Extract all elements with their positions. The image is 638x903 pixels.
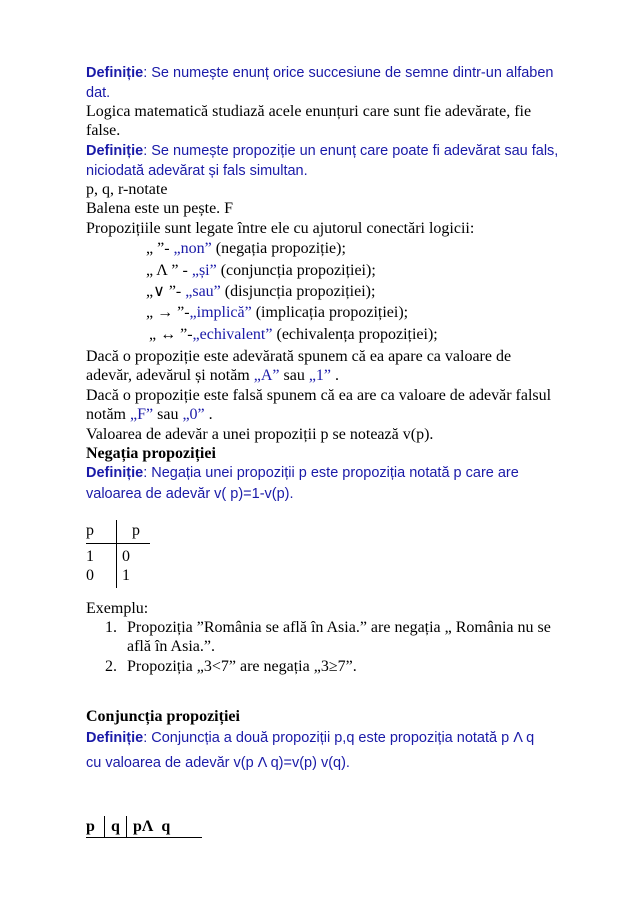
negation-heading: Negația propoziției [86, 445, 216, 462]
neg-table-rule [86, 543, 150, 544]
definition-2-line-2: niciodată adevărat și fals simultan. [86, 163, 308, 179]
neg-table-cell: 0 [86, 567, 94, 584]
conj-table-divider [126, 816, 127, 838]
false-line-1: Dacă o propoziție este falsă spunem că ea are ca valoare de adevăr falsul [86, 387, 552, 404]
definition-label: Definiție [86, 730, 144, 746]
true-line-2: adevăr, adevărul și notăm „A” sau „1” . [86, 367, 340, 384]
connector-si: „ Λ ” - „și” (conjuncția propoziției); [146, 262, 376, 279]
conj-table-header-p-and-q: pΛ q [133, 818, 171, 835]
definition-text: : Conjuncția a două propoziții p,q este propoziția notată p Λ q [143, 730, 535, 746]
example-2-number: 2. [105, 658, 117, 675]
neg-table-cell: 1 [122, 567, 130, 584]
neg-table-header-p: p [86, 522, 94, 539]
conj-table-rule [86, 837, 202, 838]
whale-example: Balena este un pește. F [86, 200, 234, 217]
logic-line-1: Logica matematică studiază acele enunțuri care sunt fie adevărate, fie [86, 103, 532, 120]
neg-table-divider [116, 520, 117, 588]
connector-non: „ ”- „non” (negația propoziție); [146, 240, 346, 257]
definition-label: Definiție [86, 143, 144, 159]
definition-3-line-1 [86, 464, 519, 482]
definition-label: Definiție [86, 465, 144, 481]
logic-line-2: false. [86, 122, 121, 139]
definition-text: : Negația unei propoziții p este propoziția notată p care are [143, 465, 519, 481]
false-line-2: notăm „F” sau „0” . [86, 406, 213, 423]
connectors-intro: Propozițiile sunt legate între ele cu ajutorul conectări logicii: [86, 220, 475, 237]
example-1-line-2: află în Asia.”. [127, 638, 215, 655]
definition-4-line-2: cu valoarea de adevăr v(p Λ q)=v(p) v(q). [86, 755, 350, 771]
neg-table-cell: 1 [86, 548, 94, 565]
conj-table-header-q: q [111, 818, 120, 835]
conj-table-divider [104, 816, 105, 838]
notation-line: p, q, r-notate [86, 181, 168, 198]
definition-1-line-2: dat. [86, 85, 111, 101]
example-label: Exemplu: [86, 600, 149, 617]
definition-4-line-1 [86, 729, 534, 747]
definition-2-line-1 [86, 142, 558, 160]
definition-text: : Se numește propoziție un enunț care poate fi adevărat sau fals, [143, 143, 559, 159]
connector-echivalent: „ ↔ ”-„echivalent” (echivalența propoziției); [149, 326, 438, 343]
neg-table-cell: 0 [122, 548, 130, 565]
example-2-line-1: Propoziția „3<7” are negația „3≥7”. [127, 658, 357, 675]
definition-1-line-1 [86, 64, 553, 82]
example-1-number: 1. [105, 619, 117, 636]
definition-label: Definiție [86, 65, 144, 81]
truth-value-line: Valoarea de adevăr a unei propoziții p se notează v(p). [86, 426, 434, 443]
connector-implica: „ → ”-„implică” (implicația propoziției); [146, 304, 409, 321]
conjunction-heading: Conjuncția propoziției [86, 708, 240, 725]
example-1-line-1: Propoziția ”România se află în Asia.” are negația „ România nu se [127, 619, 551, 636]
definition-3-line-2: valoarea de adevăr v( p)=1-v(p). [86, 486, 294, 502]
conj-table-header-p: p [86, 818, 95, 835]
definition-text: : Se numește enunț orice succesiune de semne dintr-un alfaben [143, 65, 554, 81]
true-line-1: Dacă o propoziție este adevărată spunem că ea apare ca valoare de [86, 348, 512, 365]
neg-table-header-not-p: p [132, 522, 140, 539]
connector-sau: „∨ ”- „sau” (disjuncția propoziției); [146, 283, 376, 300]
